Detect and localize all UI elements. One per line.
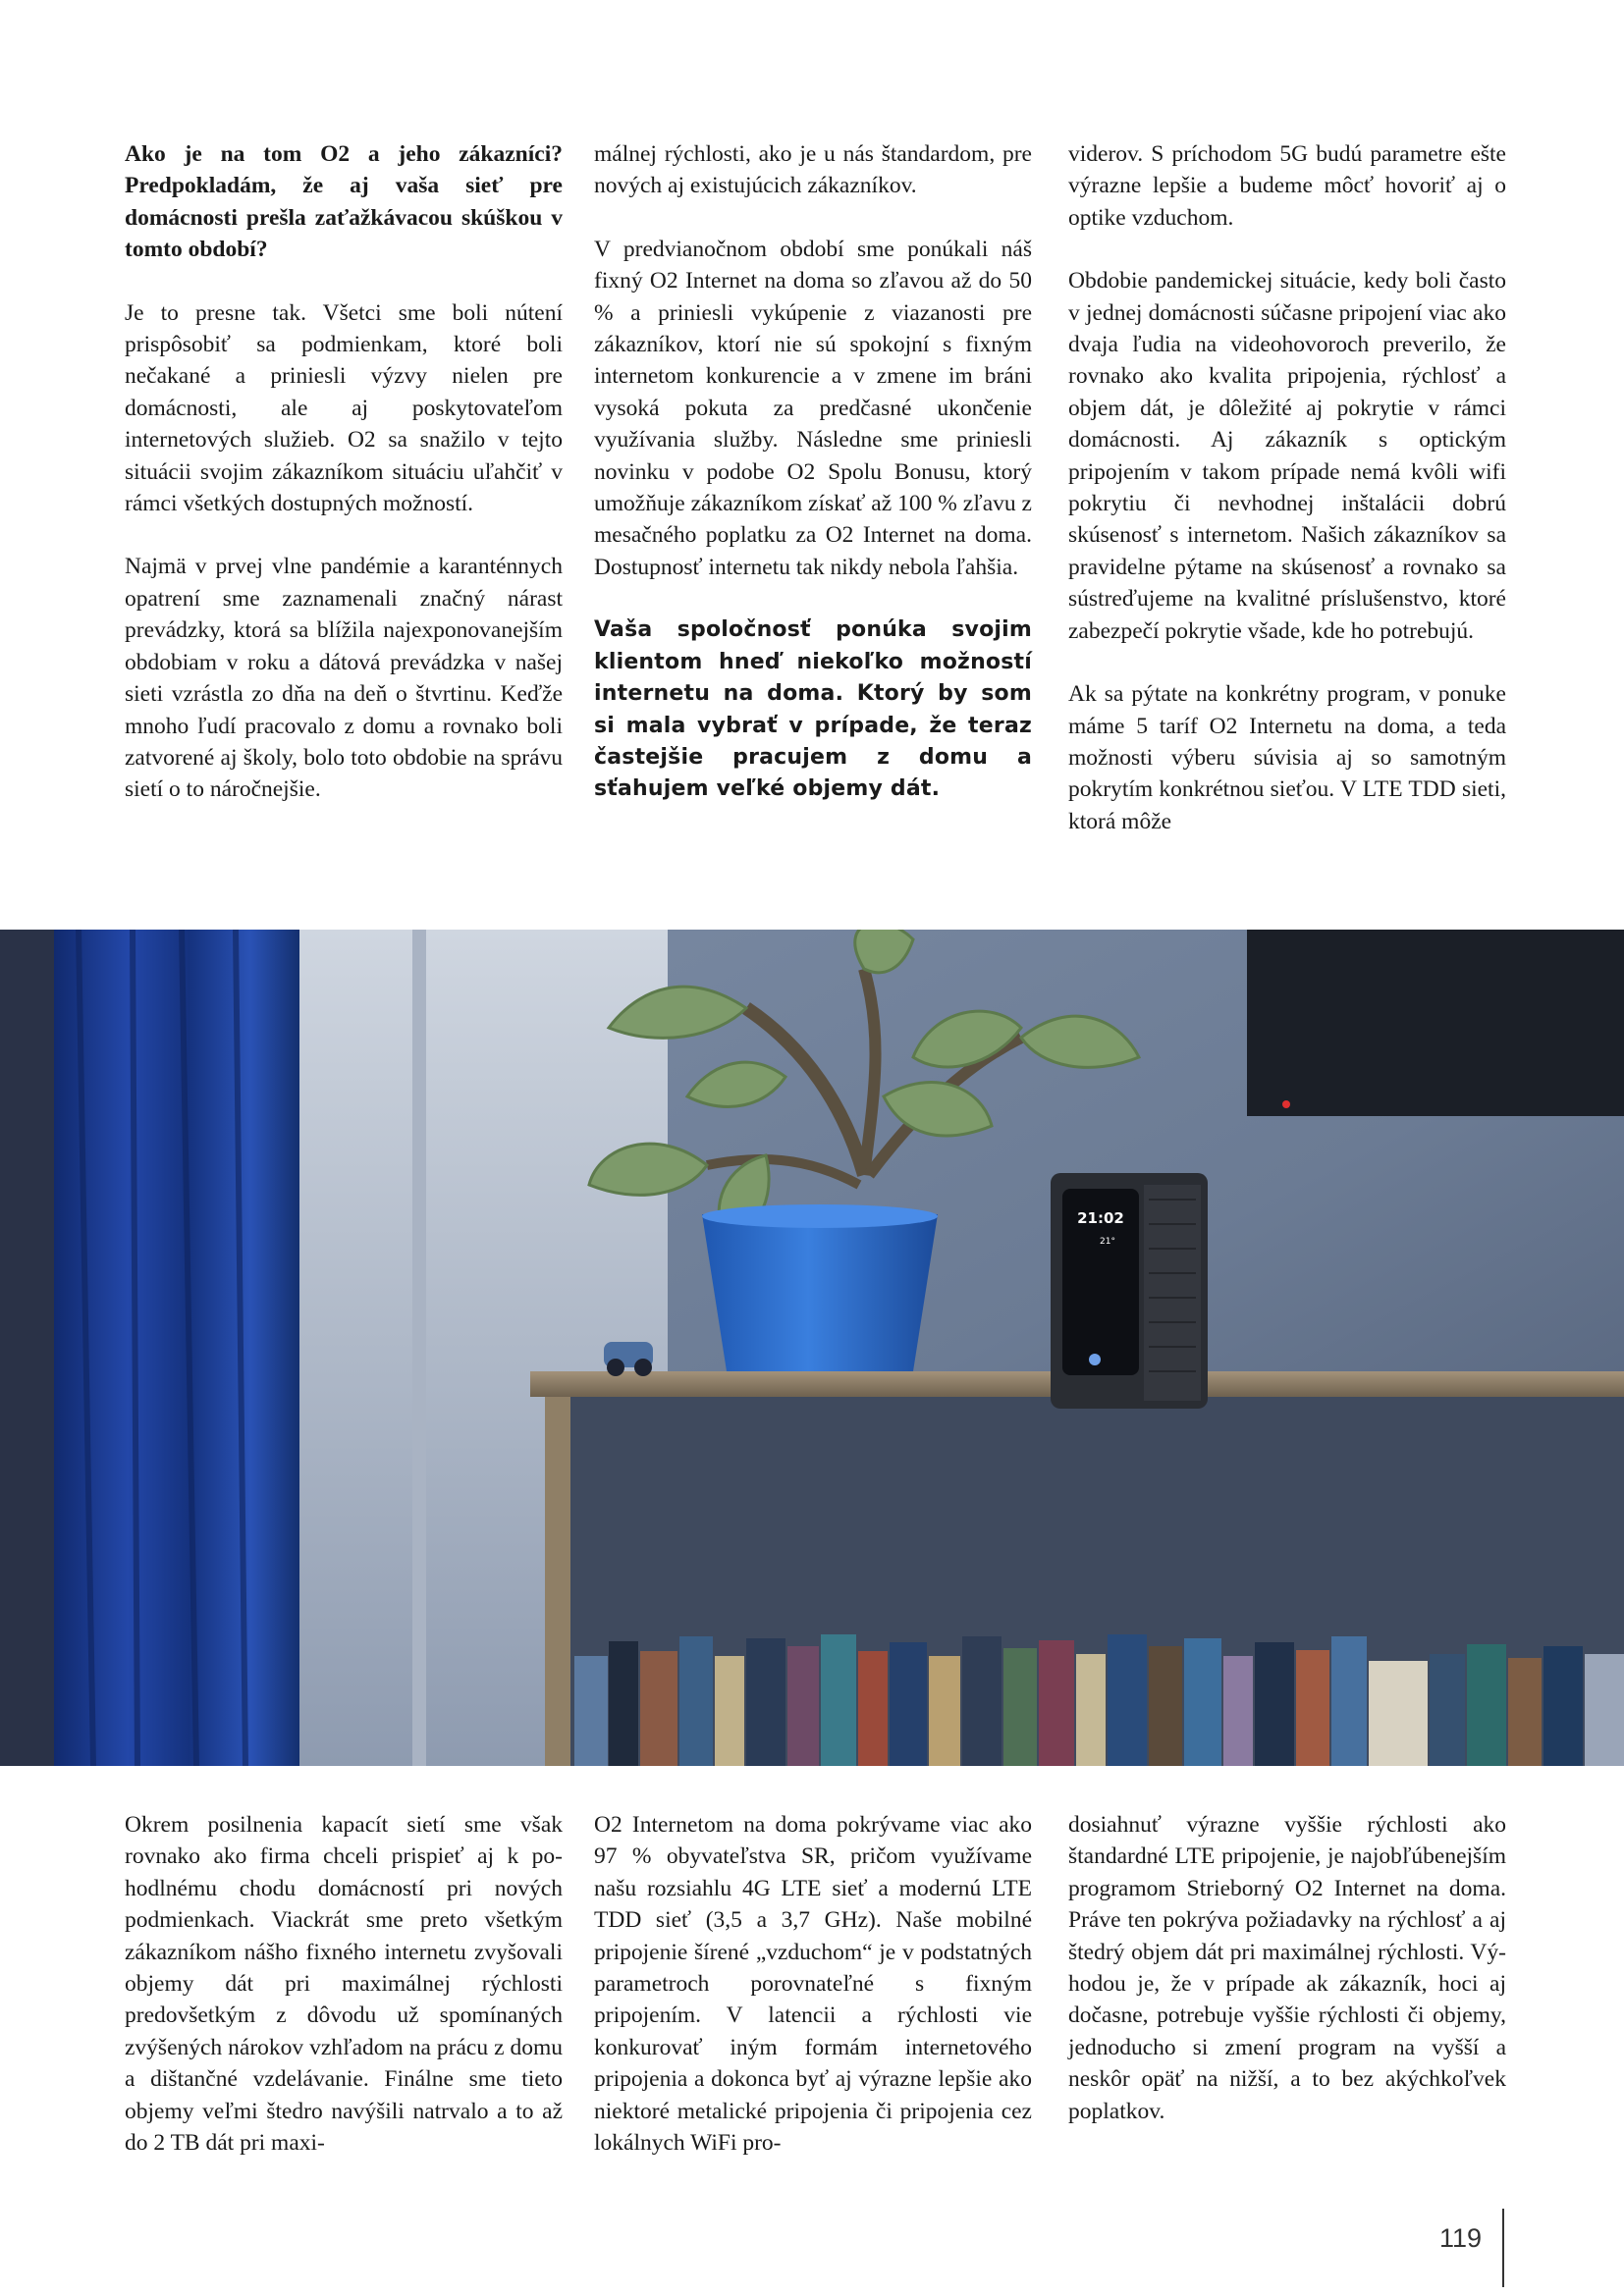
body-paragraph: Je to presne tak. Všetci sme boli nútení prispôsobiť sa podmienkam, ktoré boli nečakané a priniesli výzvy nielen pre domácnosti, ale aj poskytovateľom internetových služieb. O2 sa snažilo v tejto situácii svojim zákazníkom situáciu uľahčiť v rámci všetkých dostupných možností. (125, 299, 563, 517)
column-4 (125, 1809, 563, 2159)
body-paragraph: O2 Internetom na doma pokrývame viac ako 97 % obyvateľstva SR, pričom využívame našu rozsiahlu 4G LTE sieť a modernú LTE TDD sieť (3,5 a 3,7 GHz). Naše mobilné pripojenie šírené „vzduchom“ je v podstatných parametroch porovnateľné s fixným pripojením. V latencii a rýchlosti vie konkurovať iným formám internetového pripojenia a dokonca byť aj výrazne lepšie ako niektoré metalické pripojenia či pripojenia cez lokálnych WiFi pro- (594, 1812, 1032, 2157)
router-button-icon (1089, 1354, 1101, 1365)
page-number-rule (1502, 2209, 1504, 2287)
body-paragraph: dosiahnuť výrazne vyššie rýchlosti ako štandardné LTE pripojenie, je najobľúbenejším programom Strieborný O2 Internet na doma. Práve ten pokrýva požiadavky na rýchlosť a aj štedrý objem dát pri maximálnej rýchlosti. Výhodou je, že v prípade ak zákazník, hoci aj dočasne, potrebuje vyššie rýchlosti či objemy, jednoducho si zmení program na vyšší a neskôr opäť na nižší, a to bez akýchkoľvek poplatkov. (1068, 1812, 1506, 2124)
body-paragraph: viderov. S príchodom 5G budú parametre ešte výrazne lepšie a budeme môcť hovoriť aj o optike vzduchom. (1068, 141, 1506, 231)
interview-question: Vaša spoločnosť ponúka svojim klientom hneď niekoľko možností internetu na doma. Ktorý by som si mala vybrať v prípade, že teraz častejšie pracujem z domu a sťahujem veľké objemy dát. (594, 617, 1032, 802)
column-3 (1068, 138, 1506, 837)
body-paragraph: V predvianočnom období sme ponúkali náš fixný O2 Internet na doma so zľavou až do 50 % a priniesli vykúpenie z viazanosti pre zákazníkov, ktorí nie sú spokojní s fixným internetom konkurencie a v zmene im bráni vysoká pokuta za predčasné ukončenie využívania služby. Následne sme priniesli novinku v podobe O2 Spolu Bonusu, ktorý umožňuje zákazníkom získať až 100 % zľavu z mesačného poplatku za O2 Internet na doma. Dostupnosť internetu tak nikdy nebola ľahšia. (594, 236, 1032, 580)
interview-question: Ako je na tom O2 a jeho zákazníci? Predpokladám, že aj vaša sieť pre domácnosti prešla zaťažkávacou skúškou v tomto období? (125, 141, 563, 263)
column-6 (1068, 1809, 1506, 2127)
column-1 (125, 138, 563, 806)
article-photo (0, 930, 1624, 1766)
body-paragraph: Okrem posilnenia kapacít sietí sme však rovnako ako firma chceli prispieť aj k pohodlnému chodu domácností pri nových podmienkach. Viackrát sme preto všetkým zákazníkom nášho fixného internetu zvyšovali objemy dát pri maximálnej rýchlosti predovšetkým z dôvodu už spomínaných zvýšených nárokov vzhľadom na prácu z domu a dištančné vzdelávanie. Finálne sme tieto objemy veľmi štedro navýšili natrvalo a to až do 2 TB dát pri maxi- (125, 1812, 563, 2157)
page-number: 119 (1439, 2223, 1483, 2253)
column-2 (594, 138, 1032, 806)
column-5 (594, 1809, 1032, 2159)
body-paragraph: Obdobie pandemickej situácie, kedy boli často v jednej domácnosti súčasne pripojení viac ako dvaja ľudia na videohovoroch preverilo, že rovnako ako kvalita pripojenia, rýchlosť a objem dát, je dôležité aj pokrytie v rámci domácnosti. Aj zákazník s optickým pripojením v takom prípade nemá kvôli wifi pokrytiu či nevhodnej inštalácii dobrú skúsenosť s internetom. Našich zákazníkov sa pravidelne pýtame na skúsenosť a rovnako sa sústreďujeme na kvalitné príslušenstvo, ktoré zabezpečí pokrytie všade, kde ho potrebujú. (1068, 268, 1506, 644)
router-device (1051, 1173, 1208, 1409)
body-paragraph: málnej rýchlosti, ako je u nás štandardom, pre nových aj existujúcich zákazníkov. (594, 141, 1032, 199)
body-paragraph: Najmä v prvej vlne pandémie a karanténnych opatrení sme zaznamenali značný nárast prevádzky, ktorá sa blížila najexponovanejším obdobiam v roku a dátová prevádzka v našej sieti vzrástla zo dňa na deň o štvrtinu. Keďže mnoho ľudí pracovalo z domu a rovnako boli zatvorené aj školy, bolo toto obdobie na správu sietí o to náročnejšie. (125, 554, 563, 803)
router-time: 21:02 (1077, 1209, 1124, 1227)
body-paragraph: Ak sa pýtate na konkrétny program, v ponuke máme 5 taríf O2 Internetu na doma, a teda možnosti výberu súvisia aj so samotným pokrytím konkrétnou sieťou. V LTE TDD sieti, ktorá môže (1068, 681, 1506, 834)
router-weather: 21° (1100, 1237, 1115, 1247)
